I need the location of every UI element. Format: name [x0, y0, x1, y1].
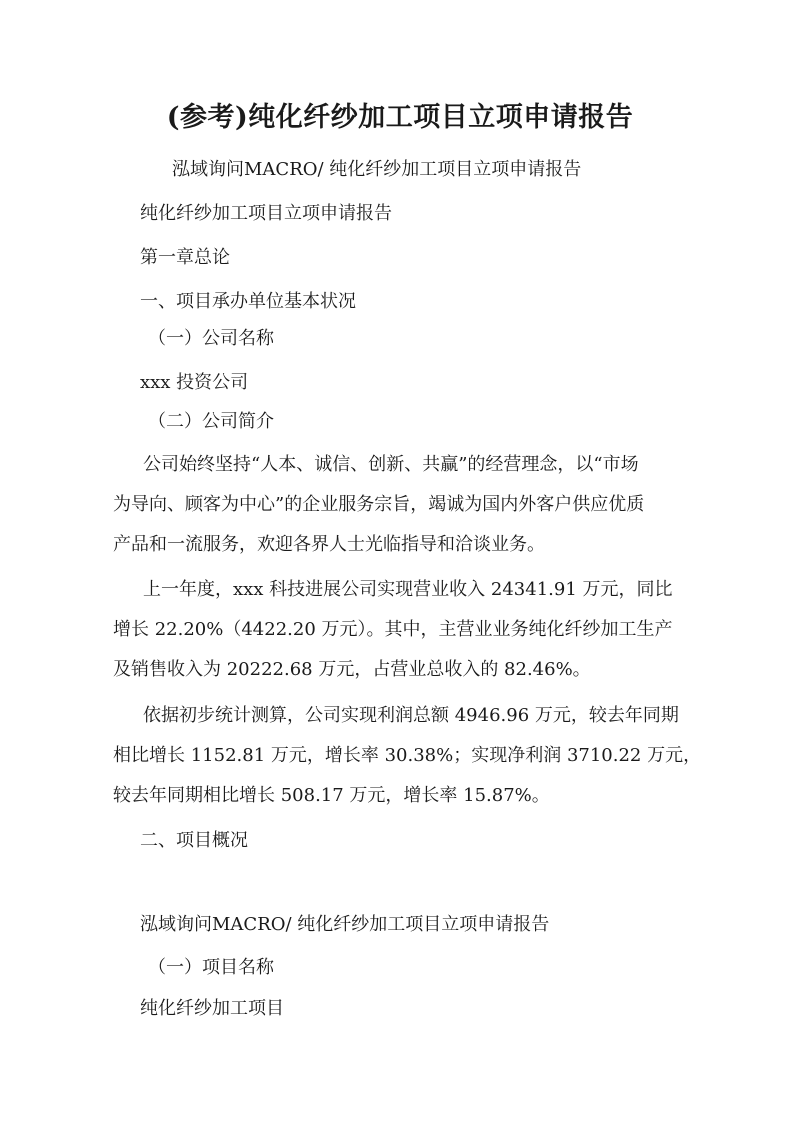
document-title: (参考)纯化纤纱加工项目立项申请报告 — [166, 102, 634, 133]
subsection-company-intro: （二）公司简介 — [148, 411, 274, 432]
header-line-repeat: 泓域询问MACRO/ 纯化纤纱加工项目立项申请报告 — [140, 914, 550, 935]
paragraph-line: 上一年度，xxx 科技进展公司实现营业收入 24341.91 万元，同比 — [143, 579, 673, 600]
paragraph-line: 依据初步统计测算，公司实现利润总额 4946.96 万元，较去年同期 — [143, 705, 679, 726]
paragraph-line: 及销售收入为 20222.68 万元，占营业总收入的 82.46%。 — [113, 659, 591, 680]
paragraph-line: 产品和一流服务，欢迎各界人士光临指导和洽谈业务。 — [113, 534, 545, 555]
paragraph-line: 增长 22.20%（4422.20 万元）。其中，主营业业务纯化纤纱加工生产 — [113, 619, 673, 640]
report-subtitle: 纯化纤纱加工项目立项申请报告 — [140, 203, 392, 224]
company-name-value: xxx 投资公司 — [140, 372, 249, 393]
project-name-value: 纯化纤纱加工项目 — [140, 998, 284, 1019]
paragraph-line: 为导向、顾客为中心”的企业服务宗旨，竭诚为国内外客户供应优质 — [113, 494, 645, 515]
subsection-project-name: （一）项目名称 — [148, 957, 274, 978]
header-line: 泓域询问MACRO/ 纯化纤纱加工项目立项申请报告 — [172, 159, 582, 180]
paragraph-line: 公司始终坚持“人本、诚信、创新、共赢”的经营理念，以“市场 — [143, 454, 639, 475]
subsection-company-name: （一）公司名称 — [148, 328, 274, 349]
section-heading-2: 二、项目概况 — [140, 830, 248, 851]
paragraph-line: 相比增长 1152.81 万元，增长率 30.38%；实现净利润 3710.22 万元， — [113, 745, 702, 766]
chapter-heading: 第一章总论 — [140, 247, 230, 268]
paragraph-line: 较去年同期相比增长 508.17 万元，增长率 15.87%。 — [113, 785, 550, 806]
section-heading-1: 一、项目承办单位基本状况 — [140, 291, 356, 312]
